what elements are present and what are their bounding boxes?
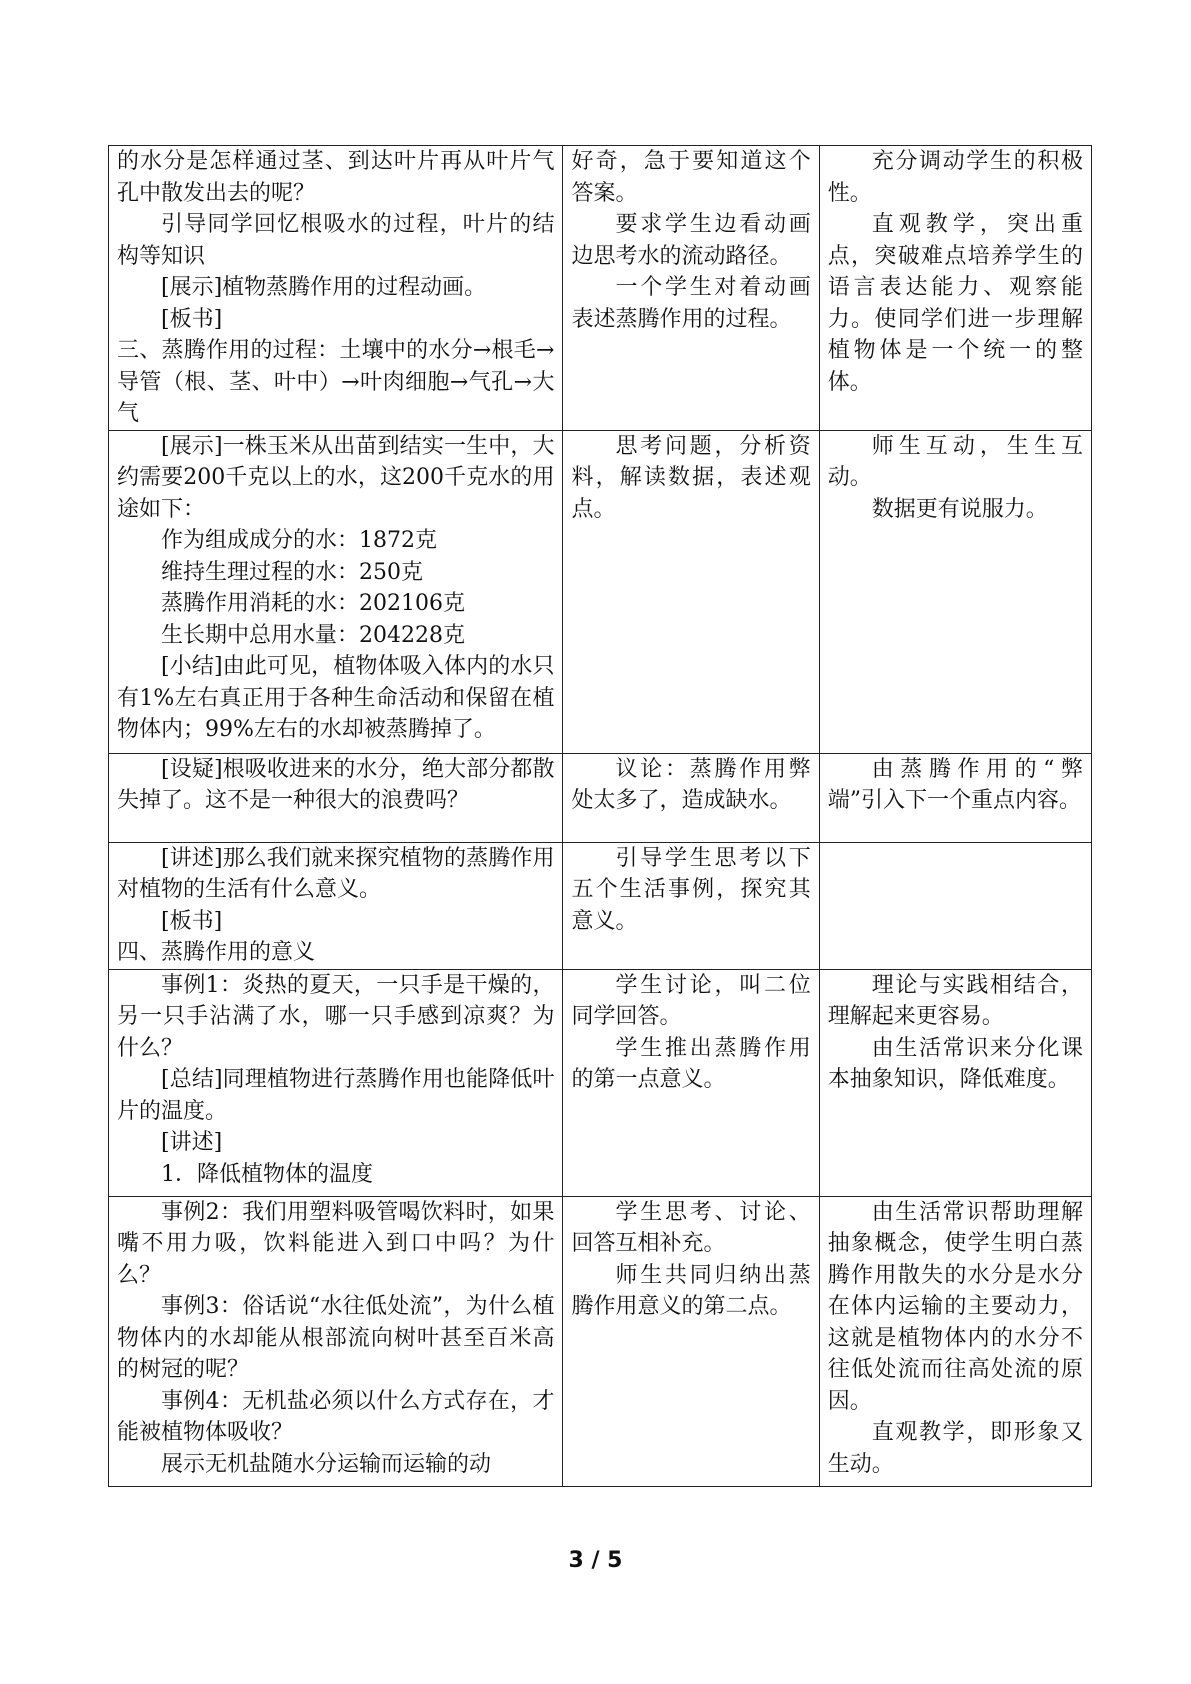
table-row [109, 753, 1092, 842]
cell-paragraph: 事例2：我们用塑料吸管喝饮料时，如果嘴不用力吸，饮料能进入到口中吗？为什么？ [117, 1199, 555, 1288]
cell-paragraph: 引导学生思考以下五个生活事例，探究其意义。 [571, 845, 811, 934]
cell-paragraph: 一个学生对着动画表述蒸腾作用的过程。 [571, 275, 811, 332]
table-row [109, 1196, 1092, 1486]
table-body [109, 146, 1092, 1487]
cell-paragraph: 由生活常识帮助理解抽象概念，使学生明白蒸腾作用散失的水分是水分在体内运输的主要动力，这就是植物体内的水分不往低处流而往高处流的原因。 [827, 1199, 1083, 1414]
student-activity-cell [563, 146, 819, 431]
design-intent-cell [819, 969, 1091, 1196]
cell-paragraph: 数据更有说服力。 [871, 496, 1048, 522]
cell-paragraph: 生长期中总用水量：204228克 [161, 622, 465, 648]
cell-paragraph: [总结]同理植物进行蒸腾作用也能降低叶片的温度。 [117, 1067, 555, 1124]
student-activity-cell [563, 430, 819, 753]
design-intent-cell [819, 753, 1091, 842]
cell-paragraph: [讲述] [161, 1130, 223, 1155]
cell-paragraph: 由蒸腾作用的“弊端”引入下一个重点内容。 [827, 756, 1083, 813]
student-activity-cell [563, 1196, 819, 1486]
cell-paragraph: 由生活常识来分化课本抽象知识，降低难度。 [827, 1035, 1083, 1092]
cell-paragraph: [板书] [161, 306, 223, 332]
design-intent-cell [819, 1196, 1091, 1486]
cell-paragraph: [展示]一株玉米从出苗到结实一生中，大约需要200千克以上的水，这200千克水的用途如下： [117, 433, 555, 522]
teacher-activity-cell [109, 842, 563, 969]
cell-paragraph: 理论与实践相结合，理解起来更容易。 [827, 972, 1083, 1029]
teacher-activity-cell [109, 146, 563, 431]
table-row [109, 842, 1092, 969]
cell-paragraph: 蒸腾作用消耗的水：202106克 [161, 591, 465, 616]
design-intent-cell [819, 842, 1091, 969]
cell-paragraph: 作为组成成分的水：1872克 [161, 528, 437, 553]
cell-paragraph: 议论：蒸腾作用弊处太多了，造成缺水。 [571, 756, 811, 813]
cell-paragraph: 好奇，急于要知道这个答案。 [571, 149, 811, 206]
page-number: 3 / 5 [568, 1548, 623, 1573]
cell-paragraph: 师生共同归纳出蒸腾作用意义的第二点。 [571, 1262, 811, 1319]
cell-paragraph: [小结]由此可见，植物体吸入体内的水只有1%左右真正用于各种生命活动和保留在植物体内；99%左右的水却被蒸腾掉了。 [117, 654, 555, 742]
teacher-activity-cell [109, 430, 563, 753]
design-intent-cell [819, 146, 1091, 431]
design-intent-cell [819, 430, 1091, 753]
cell-paragraph: [设疑]根吸收进来的水分，绝大部分都散失掉了。这不是一种很大的浪费吗？ [117, 756, 555, 813]
cell-paragraph: 展示无机盐随水分运输而运输的动 [161, 1451, 492, 1477]
student-activity-cell [563, 842, 819, 969]
cell-paragraph: 事例3：俗话说“水往低处流”，为什么植物体内的水却能从根部流向树叶甚至百米高的树冠的呢？ [117, 1294, 555, 1382]
cell-paragraph: 充分调动学生的积极性。 [827, 149, 1083, 206]
cell-paragraph: 直观教学，即形象又生动。 [827, 1420, 1083, 1477]
teacher-activity-cell [109, 753, 563, 842]
student-activity-cell [563, 753, 819, 842]
table-row [109, 146, 1092, 431]
table-row [109, 430, 1092, 753]
cell-paragraph: [展示]植物蒸腾作用的过程动画。 [161, 275, 487, 300]
cell-paragraph: 四、蒸腾作用的意义 [117, 940, 316, 965]
cell-paragraph: 直观教学，突出重点，突破难点培养学生的语言表达能力、观察能力。使同学们进一步理解植物体是一个统一的整体。 [827, 212, 1083, 395]
cell-paragraph: 事例1：炎热的夏天，一只手是干燥的，另一只手沾满了水，哪一只手感到凉爽？为什么？ [117, 972, 555, 1061]
student-activity-cell [563, 969, 819, 1196]
cell-paragraph: [讲述]那么我们就来探究植物的蒸腾作用对植物的生活有什么意义。 [117, 845, 555, 902]
cell-paragraph: 事例4：无机盐必须以什么方式存在，才能被植物体吸收？ [117, 1388, 555, 1445]
lesson-plan-table [108, 145, 1092, 1487]
cell-paragraph: 引导同学回忆根吸水的过程，叶片的结构等知识 [117, 212, 555, 269]
cell-paragraph: 思考问题，分析资料，解读数据，表述观点。 [571, 433, 811, 522]
teacher-activity-cell [109, 1196, 563, 1486]
cell-paragraph: [板书] [161, 908, 223, 934]
cell-paragraph: 要求学生边看动画边思考水的流动路径。 [571, 212, 811, 269]
teacher-activity-cell [109, 969, 563, 1196]
cell-paragraph: 1．降低植物体的温度 [161, 1161, 373, 1187]
table-row [109, 969, 1092, 1196]
cell-paragraph: 的水分是怎样通过茎、到达叶片再从叶片气孔中散发出去的呢？ [117, 149, 555, 206]
cell-paragraph: 学生讨论，叫二位同学回答。 [571, 972, 811, 1029]
cell-paragraph: 师生互动，生生互动。 [827, 433, 1083, 490]
cell-paragraph: 学生推出蒸腾作用的第一点意义。 [571, 1035, 811, 1092]
cell-paragraph: 三、蒸腾作用的过程：土壤中的水分→根毛→导管（根、茎、叶中）→叶肉细胞→气孔→大气 [117, 338, 555, 426]
cell-paragraph: 学生思考、讨论、回答互相补充。 [571, 1199, 811, 1256]
cell-paragraph: 维持生理过程的水：250克 [161, 559, 423, 585]
